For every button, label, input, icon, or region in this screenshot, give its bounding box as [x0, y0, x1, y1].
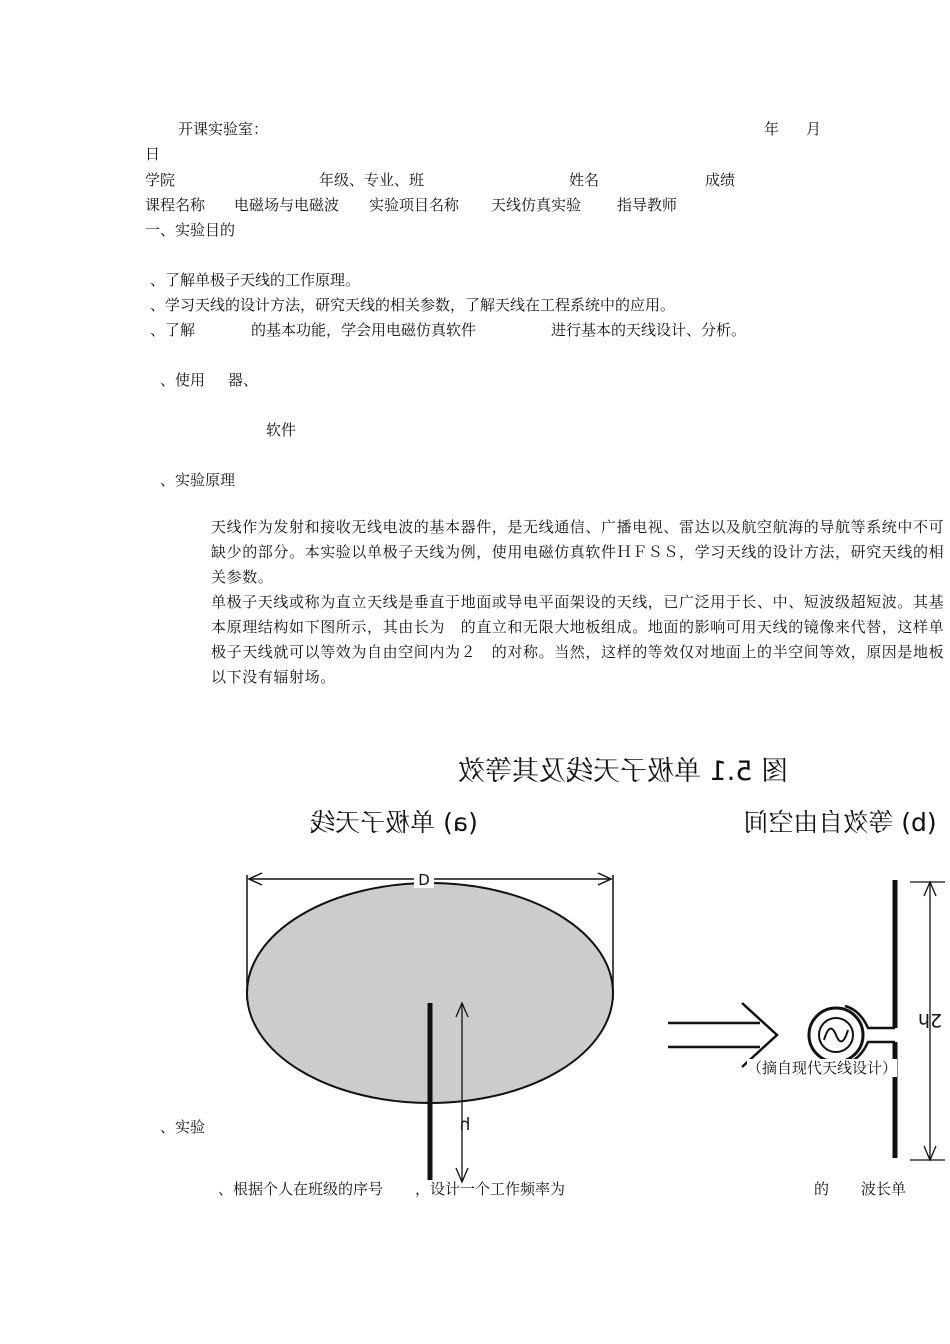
content-line-1a: 、根据个人在班级的序号 [218, 1180, 384, 1198]
svg-text:(a) 单极子天线: (a) 单极子天线 [310, 808, 478, 837]
section-title-equipment-2: 器、 [228, 371, 259, 389]
content-line-1c: 的 [814, 1180, 830, 1198]
grade-label: 年级、专业、班 [319, 171, 425, 189]
section-title-principle: 、实验原理 [160, 471, 236, 489]
svg-text:(b) 等效自由空间: (b) 等效自由空间 [743, 808, 937, 837]
figure-title-mirrored [458, 756, 788, 787]
teacher-label: 指导教师 [617, 196, 678, 214]
day-label: 日 [145, 145, 161, 163]
section-title-equipment: 、使用 [160, 371, 206, 389]
name-label: 姓名 [569, 171, 600, 189]
figure-label-b-mirrored [743, 808, 936, 837]
software-label: 软件 [266, 421, 297, 439]
figure-source-caption: （摘自现代天线设计） [747, 1059, 898, 1077]
principle-paragraph-1: 天线作为发射和接收无线电波的基本器件，是无线通信、广播电视、雷达以及航空航海的导航等系统中不可缺少的部分。本实验以单极子天线为例，使用电磁仿真软件ＨＦＳＳ，学习天线的设计方法，研究天线的相关参数。 [211, 518, 945, 586]
purpose-item-3a: 、了解 [150, 321, 196, 339]
dimension-d-label: D [418, 871, 430, 889]
month-label: 月 [806, 120, 822, 138]
score-label: 成绩 [705, 171, 736, 189]
purpose-item-3b: 的基本功能，学会用电磁仿真软件 [251, 321, 477, 339]
lab-label: 开课实验室： [178, 120, 269, 138]
content-line-1d: 波长单 [861, 1180, 907, 1198]
purpose-item-3c: 进行基本的天线设计、分析。 [551, 321, 747, 339]
svg-text:图 5.1 单极子天线及其等效: 图 5.1 单极子天线及其等效 [457, 756, 789, 787]
year-label: 年 [764, 120, 780, 138]
purpose-item-2: 、学习天线的设计方法，研究天线的相关参数，了解天线在工程系统中的应用。 [150, 296, 676, 314]
project-label: 实验项目名称 [369, 196, 460, 214]
project-value: 天线仿真实验 [491, 196, 582, 214]
section-title-purpose: 一、实验目的 [145, 221, 236, 239]
dimension-h-label: h [459, 1115, 471, 1135]
purpose-item-1: 、了解单极子天线的工作原理。 [150, 271, 361, 289]
figure-label-a-mirrored [310, 808, 478, 837]
principle-paragraph-2: 单极子天线或称为直立天线是垂直于地面或导电平面架设的天线，已广泛用于长、中、短波级超短波。其基本原理结构如下图所示，其由长为 的直立和无限大地板组成。地面的影响可用天线的镜像来代替，这样单极子天线就可以等效为自由空间内为２ 的对称。当然，这样的等效仅对地面上的半空间等效，原因是地板以下没有辐射场。 [211, 593, 945, 686]
equivalence-arrow-icon [668, 1003, 777, 1067]
dimension-2h-label: 2h [917, 1009, 943, 1031]
college-label: 学院 [145, 171, 176, 189]
course-value: 电磁场与电磁波 [234, 196, 340, 214]
content-line-1b: ，设计一个工作频率为 [415, 1180, 566, 1198]
section-title-content: 、实验 [160, 1118, 206, 1136]
course-label: 课程名称 [145, 196, 206, 214]
